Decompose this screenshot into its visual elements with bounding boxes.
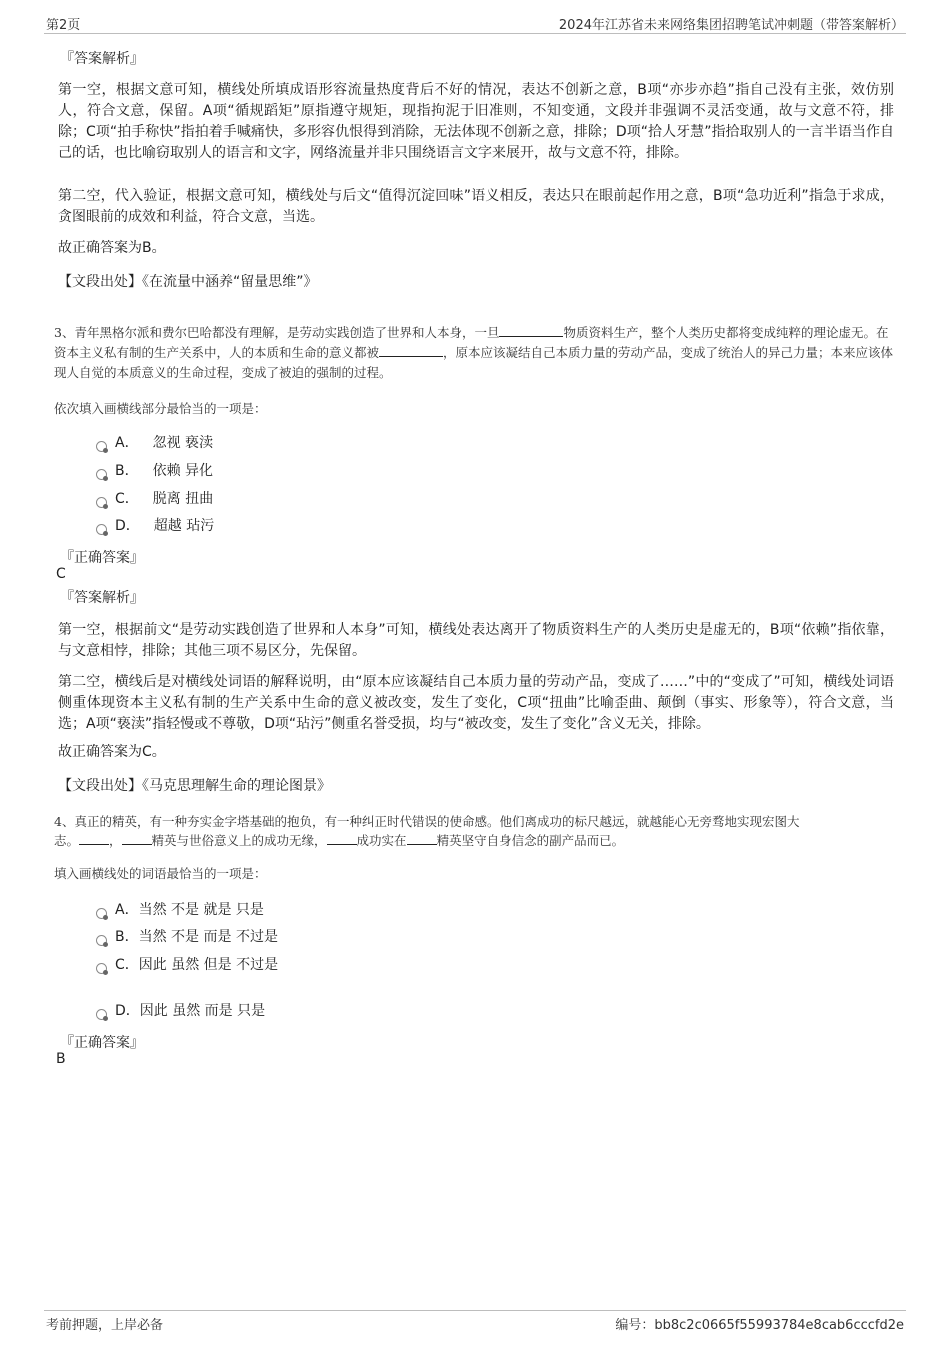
q3-stem-part-b: 物质资料生产，整个人类历史都将变成纯粹的理论虚无。在资本主义私有制的生产关系中，人的本质和生命的意义都被 [54, 325, 889, 360]
q3-source: 【文段出处】《马克思理解生命的理论图景》 [58, 778, 331, 794]
q3-blank-2[interactable] [379, 343, 443, 357]
footer-slogan: 考前押题，上岸必备 [46, 1318, 164, 1333]
q3-answer-heading: 『正确答案』 [60, 550, 144, 566]
q3-analysis-paragraph-2: 第二空，横线后是对横线处词语的解释说明，由“原本应该凝结自己本质力量的劳动产品，变成了……”中的“变成了”可知，横线处词语侧重体现资本主义私有制的生产关系中生命的意义被改变，发生了变化，C项“扭曲”比喻歪曲、颠倒（事实、形象等），符合文意，当选；A项“亵渎”指轻慢或不尊敬，D项“玷污”侧重名誉受损，均与“被改变，发生了变化”含义无关，排除。 [58, 674, 894, 732]
option-text: 当然 不是 而是 不过是 [138, 929, 278, 945]
q3-option-a[interactable] [96, 433, 213, 453]
document-code-label: 编号： [615, 1318, 655, 1333]
q4-prompt: 填入画横线处的词语最恰当的一项是： [54, 866, 267, 881]
option-text: 依赖 异化 [152, 463, 214, 479]
document-title: 2024年江苏省未来网络集团招聘笔试冲刺题（带答案解析） [558, 18, 904, 33]
option-text: 超越 玷污 [153, 518, 215, 534]
q4-answer: B [56, 1051, 66, 1067]
option-text: 因此 虽然 但是 不过是 [138, 957, 279, 973]
q2-source: 【文段出处】《在流量中涵养“留量思维”》 [58, 274, 318, 290]
radio-icon[interactable] [96, 908, 107, 919]
radio-icon[interactable] [96, 935, 107, 946]
footer-divider [44, 1310, 906, 1311]
q3-prompt: 依次填入画横线部分最恰当的一项是： [54, 401, 267, 416]
option-letter: D． [115, 1003, 140, 1019]
q3-conclusion: 故正确答案为C。 [58, 744, 166, 760]
q4-blank-1[interactable] [79, 831, 109, 845]
radio-icon[interactable] [96, 469, 107, 480]
q3-stem [54, 323, 896, 383]
q4-blank-4[interactable] [407, 831, 437, 845]
q4-stem-part-a: 志。 [54, 833, 80, 848]
radio-icon[interactable] [96, 963, 107, 974]
option-letter: B． [115, 929, 139, 945]
q4-option-c[interactable] [96, 955, 278, 975]
q4-stem-part-e: 精英坚守自身信念的副产品而已。 [436, 833, 625, 848]
q4-blank-3[interactable] [327, 831, 357, 845]
q2-analysis-paragraph-1: 第一空，根据文意可知，横线处所填成语形容流量热度背后不好的情况，表达不创新之意，B项“亦步亦趋”指自己没有主张，效仿别人，符合文意，保留。A项“循规蹈矩”原指遵守规矩，现指拘泥于旧准则，不知变通，文段并非强调不灵活变通，故与文意不符，排除；C项“拍手称快”指拍着手喊痛快，多形容仇恨得到消除，无法体现不创新之意，排除；D项“拾人牙慧”指拾取别人的一言半语当作自己的话，也比喻窃取别人的语言和文字，网络流量并非只围绕语言文字来展开，故与文意不符，排除。 [58, 82, 894, 161]
document-code [615, 1314, 904, 1333]
q3-option-b[interactable] [96, 461, 213, 481]
q4-stem-line-1: 4、真正的精英，有一种夯实金字塔基础的抱负，有一种纠正时代错误的使命感。他们离成功的标尺越远，就越能心无旁骛地实现宏图大 [54, 814, 800, 829]
option-letter: C． [115, 957, 139, 973]
q3-stem-part-c: ，原本应该凝结自己本质力量的劳动产品，变成了统治人的异己力量；本来应该体现人自觉的本质意义的生命过程，变成了被迫的强制的过程。 [54, 345, 894, 380]
q3-analysis-paragraph-1: 第一空，根据前文“是劳动实践创造了世界和人本身”可知，横线处表达离开了物质资料生产的人类历史是虚无的，B项“依赖”指依靠，与文意相悖，排除；其他三项不易区分，先保留。 [58, 622, 894, 659]
option-letter: A． [115, 435, 139, 451]
q4-option-d[interactable] [96, 1001, 265, 1021]
radio-icon[interactable] [96, 441, 107, 452]
document-code-value: bb8c2c0665f55993784e8cab6cccfd2e [654, 1318, 904, 1333]
radio-icon[interactable] [96, 524, 107, 535]
option-text: 忽视 亵渎 [152, 435, 214, 451]
q3-option-c[interactable] [96, 489, 213, 509]
q3-stem-part-a: 3、青年黑格尔派和费尔巴哈都没有理解，是劳动实践创造了世界和人本身，一旦 [54, 325, 500, 340]
option-letter: D． [115, 518, 140, 534]
q4-stem-part-d: 成功实在 [356, 833, 407, 848]
q4-answer-heading: 『正确答案』 [60, 1035, 144, 1051]
q3-analysis-heading: 『答案解析』 [60, 590, 144, 606]
q4-option-b[interactable] [96, 927, 278, 947]
q3-answer: C [56, 566, 66, 582]
radio-icon[interactable] [96, 1009, 107, 1020]
q4-stem-part-b: ， [109, 833, 122, 848]
q2-analysis-heading: 『答案解析』 [60, 51, 144, 67]
option-letter: A． [115, 902, 139, 918]
option-text: 因此 虽然 而是 只是 [139, 1003, 266, 1019]
q4-blank-2[interactable] [122, 831, 152, 845]
q4-option-a[interactable] [96, 900, 264, 920]
q2-conclusion: 故正确答案为B。 [58, 240, 166, 256]
page-number: 第2页 [46, 18, 81, 33]
option-letter: C． [115, 491, 139, 507]
q4-stem-line-2 [54, 831, 896, 851]
q3-blank-1[interactable] [499, 323, 563, 337]
q2-analysis-paragraph-2: 第二空，代入验证，根据文意可知，横线处与后文“值得沉淀回味”语义相反，表达只在眼前起作用之意，B项“急功近利”指急于求成，贪图眼前的成效和利益，符合文意，当选。 [58, 188, 894, 225]
option-letter: B． [115, 463, 139, 479]
option-text: 脱离 扭曲 [152, 491, 214, 507]
option-text: 当然 不是 就是 只是 [138, 902, 264, 918]
radio-icon[interactable] [96, 497, 107, 508]
q4-stem-part-c: 精英与世俗意义上的成功无缘， [151, 833, 327, 848]
header-divider [44, 33, 906, 34]
q3-option-d[interactable] [96, 516, 214, 536]
